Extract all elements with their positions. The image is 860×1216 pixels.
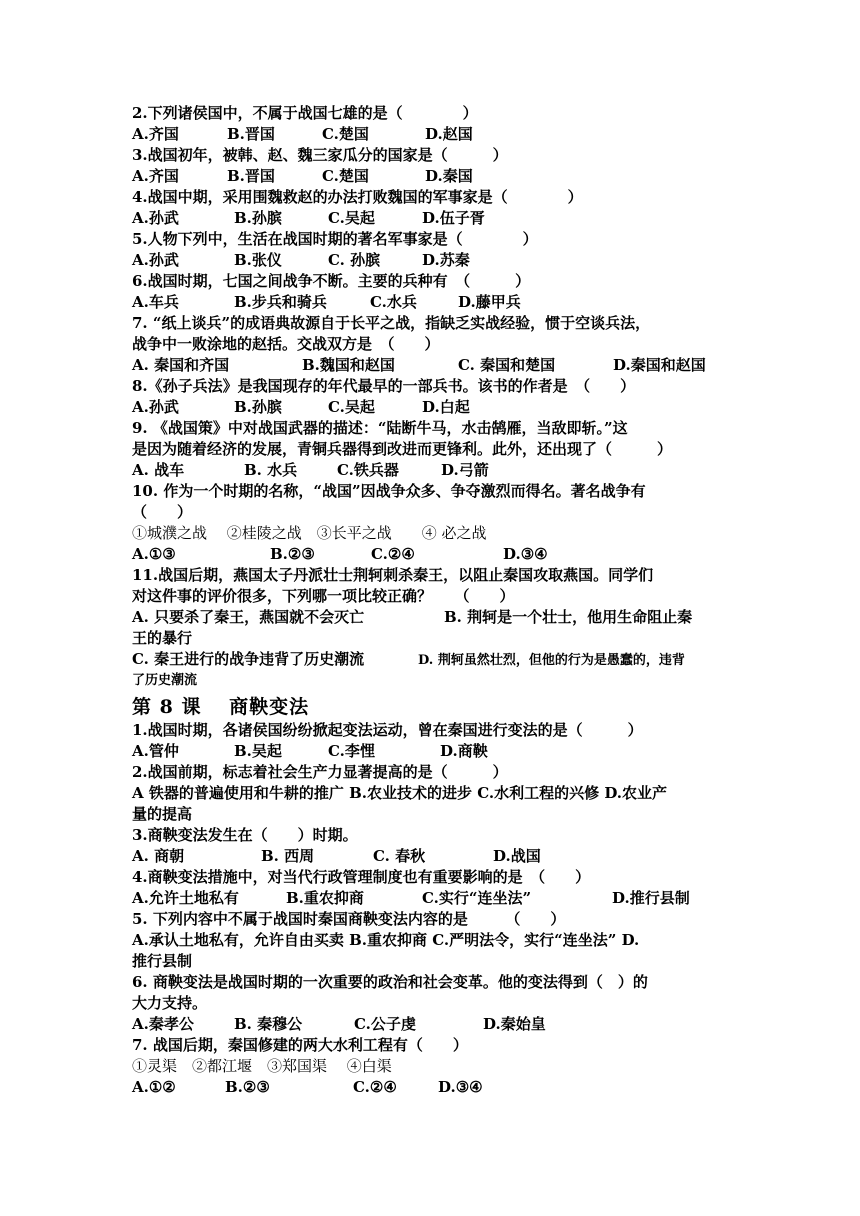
question-9-options — [132, 460, 737, 481]
l8-question-2-options-line-1: A 铁器的普遍使用和牛耕的推广 B.农业技术的进步 C.水利工程的兴修 D.农业产 — [132, 784, 668, 802]
l8-question-2-options-line-2: 量的提高 — [132, 805, 193, 823]
question-8: 8.《孙子兵法》是我国现存的年代最早的一部兵书。该书的作者是 （ ） — [132, 377, 636, 395]
option-b: B.步兵和骑兵 — [234, 293, 327, 311]
option-c: C.楚国 — [322, 167, 369, 185]
question-7-line-1: 7. “纸上谈兵”的成语典故源自于长平之战，指缺乏实战经验，惯于空谈兵法， — [132, 314, 651, 332]
option-b: B.晋国 — [227, 167, 275, 185]
option-b: B.②③ — [225, 1078, 270, 1096]
question-7-line-2: 战争中一败涂地的赵括。交战双方是 （ ） — [132, 335, 440, 353]
option-c: C.楚国 — [322, 125, 369, 143]
option-d: D.藤甲兵 — [458, 293, 521, 311]
option-b: B.张仪 — [234, 251, 282, 269]
l8-question-6-options — [132, 1014, 737, 1035]
question-6-options — [132, 292, 737, 313]
option-d: D.秦国 — [425, 167, 473, 185]
option-d: D.弓箭 — [441, 461, 489, 479]
question-11-option-b-cont: 王的暴行 — [132, 629, 193, 647]
option-a: A.孙武 — [132, 398, 179, 416]
l8-question-5-options-line-2: 推行县制 — [132, 952, 193, 970]
lesson-heading: 第 8 课 商鞅变法 — [132, 696, 310, 718]
option-b: B. 荆轲是一个壮士，他用生命阻止秦 — [444, 608, 693, 626]
question-10-line-1: 10. 作为一个时期的名称，“战国”因战争众多、争夺激烈而得名。著名战争有 — [132, 482, 646, 500]
option-c: C. 秦王进行的战争违背了历史潮流 — [132, 650, 365, 668]
option-c: C.公子虔 — [354, 1015, 416, 1033]
question-11-options-ab — [132, 607, 737, 628]
l8-question-1-options — [132, 741, 737, 762]
question-11-options-cd — [132, 649, 737, 670]
option-a: A. 战车 — [132, 461, 185, 479]
question-10-line-2: （ ） — [132, 503, 193, 521]
question-2: 2.下列诸侯国中，不属于战国七雄的是（ ） — [132, 104, 478, 122]
question-10-options — [132, 544, 737, 565]
question-8-options — [132, 397, 737, 418]
option-c: C. 秦国和楚国 — [458, 356, 556, 374]
option-d: D.③④ — [503, 545, 548, 563]
option-d: D.战国 — [493, 847, 541, 865]
option-b: B.吴起 — [234, 742, 282, 760]
option-d: D.秦始皇 — [483, 1015, 546, 1033]
option-d: D.秦国和赵国 — [613, 356, 706, 374]
l8-question-3-options — [132, 846, 737, 867]
question-9-line-2: 是因为随着经济的发展，青铜兵器得到改进而更锋利。此外，还出现了（ ） — [132, 440, 673, 458]
question-11-option-d-cont: 了历史潮流 — [132, 673, 198, 688]
option-b: B.魏国和赵国 — [302, 356, 395, 374]
l8-question-5: 5. 下列内容中不属于战国时秦国商鞅变法内容的是 （ ） — [132, 910, 566, 928]
option-d: D.白起 — [422, 398, 470, 416]
option-c: C.②④ — [371, 545, 415, 563]
option-c: C. 春秋 — [373, 847, 426, 865]
option-a: A.齐国 — [132, 167, 179, 185]
l8-question-7-items: ①灵渠 ②都江堰 ③郑国渠 ④白渠 — [132, 1057, 392, 1075]
option-d: D.推行县制 — [612, 889, 690, 907]
l8-question-1: 1.战国时期，各诸侯国纷纷掀起变法运动，曾在秦国进行变法的是（ ） — [132, 721, 643, 739]
document-page — [132, 103, 737, 1098]
option-b: B.②③ — [270, 545, 315, 563]
question-11-line-1: 11.战国后期，燕国太子丹派壮士荆轲刺杀秦王，以阻止秦国攻取燕国。同学们 — [132, 566, 654, 584]
option-c: C.吴起 — [328, 209, 375, 227]
l8-question-7: 7. 战国后期，秦国修建的两大水利工程有（ ） — [132, 1036, 468, 1054]
option-a: A.管仲 — [132, 742, 179, 760]
option-c: C.实行“连坐法” — [422, 889, 532, 907]
l8-question-5-options-line-1: A.承认土地私有，允许自由买卖 B.重农抑商 C.严明法令，实行“连坐法” D. — [132, 931, 640, 949]
option-a: A.①② — [132, 1078, 176, 1096]
option-a: A.孙武 — [132, 251, 179, 269]
option-a: A.孙武 — [132, 209, 179, 227]
question-3-options — [132, 166, 737, 187]
option-a: A. 只要杀了秦王，燕国就不会灭亡 — [132, 608, 365, 626]
option-d: D.苏秦 — [422, 251, 470, 269]
l8-question-4-options — [132, 888, 737, 909]
question-7-options — [132, 355, 737, 376]
l8-question-2: 2.战国前期，标志着社会生产力显著提高的是（ ） — [132, 763, 508, 781]
option-b: B. 秦穆公 — [234, 1015, 303, 1033]
l8-question-6-line-2: 大力支持。 — [132, 994, 208, 1012]
question-4: 4.战国中期，采用围魏救赵的办法打败魏国的军事家是（ ） — [132, 188, 583, 206]
option-c: C.吴起 — [328, 398, 375, 416]
option-d: D.商鞅 — [440, 742, 488, 760]
option-d: D.③④ — [438, 1078, 483, 1096]
option-d: D.伍子胥 — [422, 209, 485, 227]
question-11-line-2: 对这件事的评价很多，下列哪一项比较正确？ （ ） — [132, 587, 515, 605]
option-b: B. 水兵 — [244, 461, 298, 479]
option-b: B.孙膑 — [234, 398, 282, 416]
option-d: D.赵国 — [425, 125, 473, 143]
l8-question-3: 3.商鞅变法发生在（ ）时期。 — [132, 826, 358, 844]
option-c: C.铁兵器 — [337, 461, 399, 479]
option-b: B. 西周 — [261, 847, 315, 865]
option-c: C.②④ — [353, 1078, 397, 1096]
option-b: B.重农抑商 — [286, 889, 364, 907]
question-6: 6.战国时期，七国之间战争不断。主要的兵种有 （ ） — [132, 272, 531, 290]
option-a: A.车兵 — [132, 293, 179, 311]
question-5: 5.人物下列中，生活在战国时期的著名军事家是（ ） — [132, 230, 538, 248]
l8-question-4: 4.商鞅变法措施中，对当代行政管理制度也有重要影响的是 （ ） — [132, 868, 591, 886]
option-b: B.孙膑 — [234, 209, 282, 227]
question-3: 3.战国初年，被韩、赵、魏三家瓜分的国家是（ ） — [132, 146, 508, 164]
option-a: A. 秦国和齐国 — [132, 356, 230, 374]
option-a: A. 商朝 — [132, 847, 185, 865]
question-2-options — [132, 124, 737, 145]
l8-question-6-line-1: 6. 商鞅变法是战国时期的一次重要的政治和社会变革。他的变法得到（ ）的 — [132, 973, 648, 991]
option-a: A.允许土地私有 — [132, 889, 239, 907]
option-c: C.李悝 — [328, 742, 375, 760]
question-10-items: ①城濮之战 ②桂陵之战 ③长平之战 ④ 必之战 — [132, 524, 487, 542]
question-9-line-1: 9. 《战国策》中对战国武器的描述：“陆断牛马，水击鹄雁，当敌即斩。”这 — [132, 419, 628, 437]
option-b: B.晋国 — [227, 125, 275, 143]
option-a: A.①③ — [132, 545, 176, 563]
option-c: C.水兵 — [370, 293, 417, 311]
option-a: A.秦孝公 — [132, 1015, 194, 1033]
option-d: D. 荆轲虽然壮烈，但他的行为是愚蠢的，违背 — [418, 653, 685, 668]
l8-question-7-options — [132, 1077, 737, 1098]
option-a: A.齐国 — [132, 125, 179, 143]
option-c: C. 孙膑 — [328, 251, 381, 269]
question-5-options — [132, 250, 737, 271]
question-4-options — [132, 208, 737, 229]
